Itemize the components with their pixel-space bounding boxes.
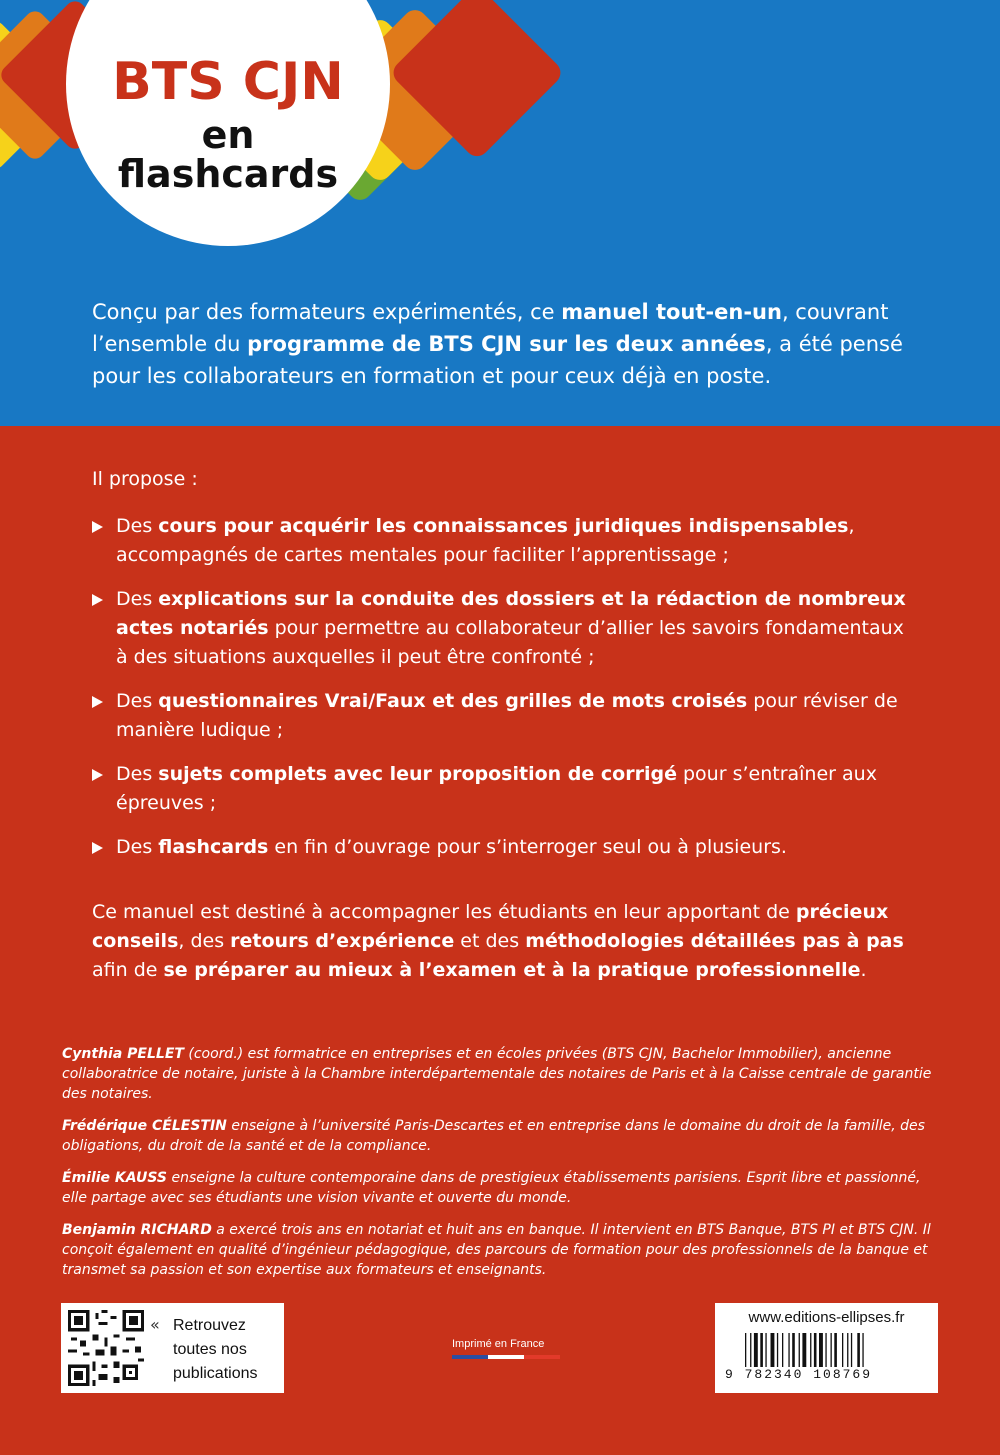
list-item: Des flashcards en fin d’ouvrage pour s’interroger seul ou à plusieurs. <box>92 833 917 862</box>
conclusion-paragraph: Ce manuel est destiné à accompagner les étudiants en leur apportant de précieux conseils, des retours d’expérience et des méthodologies détaillées pas à pas afin de se préparer au mieux à l’examen et à la pratique professionnelle. <box>92 901 904 981</box>
barcode-bar <box>810 1333 811 1367</box>
book-subtitle-flashcards: flashcards <box>117 152 339 196</box>
barcode-bar <box>765 1333 766 1367</box>
barcode-icon <box>745 1333 913 1367</box>
barcode-bar <box>847 1333 848 1367</box>
top-banner <box>0 0 1000 426</box>
barcode-bar <box>792 1333 795 1367</box>
triangle-bullet-icon <box>92 769 103 781</box>
list-item: Des explications sur la conduite des dossiers et la rédaction de nombreux actes notariés pour permettre au collaborateur d’allier les savoirs fondamentaux à des situations auxquelles il peut être confronté ; <box>92 585 917 672</box>
barcode-bar <box>834 1333 837 1367</box>
printed-in-france: Imprimé en France <box>452 1338 545 1350</box>
french-flag-stripe <box>452 1355 560 1359</box>
barcode-bar <box>750 1333 751 1367</box>
barcode-bar <box>788 1333 789 1367</box>
features-list <box>92 512 917 877</box>
triangle-bullet-icon <box>92 521 103 533</box>
website-url[interactable]: www.editions-ellipses.fr <box>748 1309 905 1326</box>
barcode-bar <box>760 1333 763 1367</box>
author-bio: Frédérique CÉLESTIN enseigne à l’université Paris-Descartes et en entreprise dans le domaine du droit de la famille, des obligations, du droit de la santé et de la compliance. <box>62 1118 925 1154</box>
list-item: Des cours pour acquérir les connaissances juridiques indispensables, accompagnés de cartes mentales pour faciliter l’apprentissage ; <box>92 512 917 570</box>
barcode-bar <box>782 1333 783 1367</box>
list-item: Des sujets complets avec leur proposition de corrigé pour s’entraîner aux épreuves ; <box>92 760 917 818</box>
triangle-bullet-icon <box>92 594 103 606</box>
barcode-bar <box>799 1333 800 1367</box>
author-bio: Cynthia PELLET (coord.) est formatrice en entreprises et en écoles privées (BTS CJN, Bachelor Immobilier), ancienne collaboratrice de notaire, juriste à la Chambre interdépartementale des notaires de Paris et à la Caisse centrale de garantie des notaires. <box>62 1046 932 1102</box>
triangle-bullet-icon <box>92 842 103 854</box>
qr-code-box[interactable] <box>61 1303 284 1393</box>
isbn-number: 9 782340 108769 <box>725 1367 873 1382</box>
qr-code-icon[interactable] <box>68 1310 144 1386</box>
qr-caption: Retrouvez toutes nos publications <box>173 1317 258 1382</box>
barcode-bar <box>857 1333 860 1367</box>
barcode-bar <box>745 1333 746 1367</box>
book-subtitle-en: en <box>201 113 255 157</box>
barcode-box <box>715 1303 938 1393</box>
list-item: Des questionnaires Vrai/Faux et des grilles de mots croisés pour réviser de manière ludique ; <box>92 687 917 745</box>
barcode-bar <box>831 1333 832 1367</box>
barcode-bar <box>842 1333 843 1367</box>
intro-paragraph: Conçu par des formateurs expérimentés, ce manuel tout-en-un, couvrant l’ensemble du programme de BTS CJN sur les deux années, a été pensé pour les collaborateurs en formation et pour ceux déjà en poste. <box>92 300 903 388</box>
author-bio: Benjamin RICHARD a exercé trois ans en notariat et huit ans en banque. Il intervient en BTS Banque, BTS PI et BTS CJN. Il conçoit également en qualité d’ingénieur pédagogique, des parcours de formation pour des professionnels de la banque et transmet sa passion et son expertise aux formateurs et enseignants. <box>62 1222 931 1278</box>
barcode-bar <box>851 1333 852 1367</box>
barcode-bar <box>802 1333 806 1367</box>
barcode-bar <box>862 1333 863 1367</box>
barcode-bar <box>771 1333 775 1367</box>
triangle-bullet-icon <box>92 696 103 708</box>
propose-heading: Il propose : <box>92 468 198 490</box>
chevron-left-icon: « <box>150 1315 160 1334</box>
barcode-bar <box>814 1333 817 1367</box>
barcode-bar <box>819 1333 823 1367</box>
barcode-bar <box>825 1333 826 1367</box>
barcode-bar <box>777 1333 778 1367</box>
book-title: BTS CJN <box>112 52 344 112</box>
authors-section <box>62 1044 942 1292</box>
barcode-bar <box>754 1333 758 1367</box>
author-bio: Émilie KAUSS enseigne la culture contemporaine dans de prestigieux établissements parisiens. Esprit libre et passionné, elle partage avec ses étudiants une vision vivante et ouverte du monde. <box>62 1170 921 1206</box>
